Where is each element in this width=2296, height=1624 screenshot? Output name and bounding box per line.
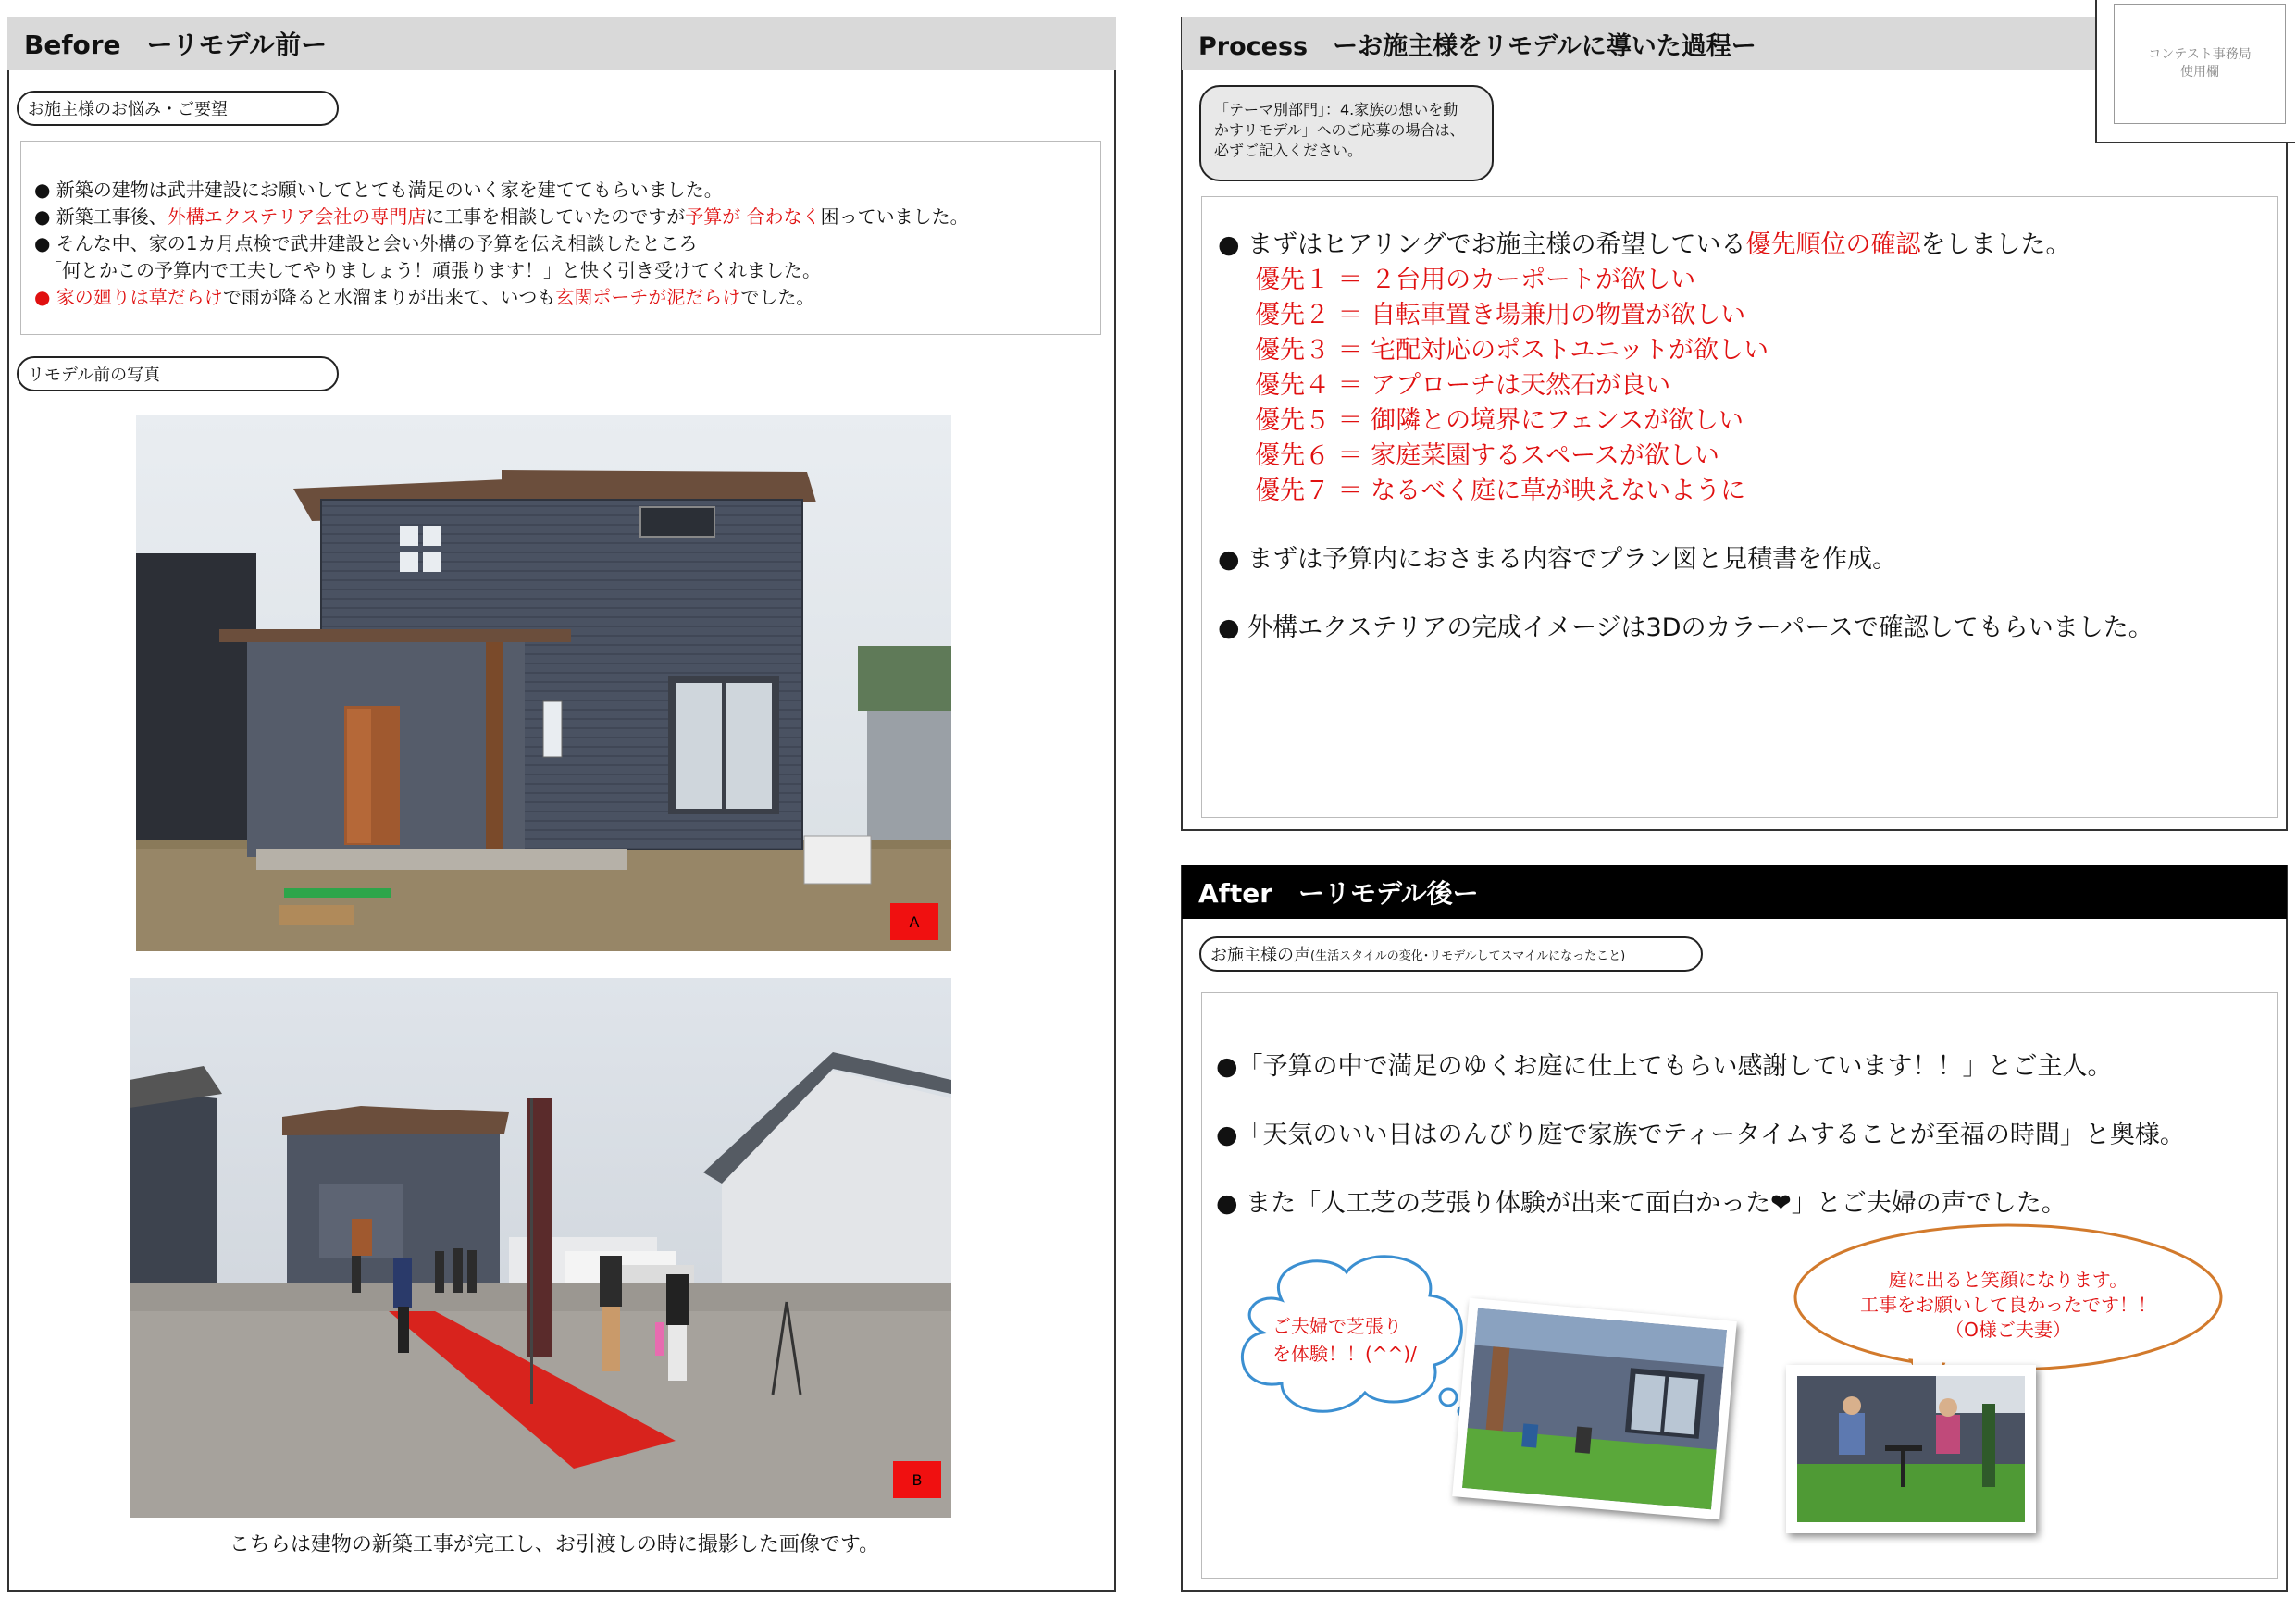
concern-line — [34, 177, 1100, 204]
voice-quotes — [1216, 1049, 2185, 1221]
concern-text-segment: 玄関ポーチが泥だらけ — [555, 286, 741, 308]
process-intro-segment: をしました。 — [1920, 230, 2071, 259]
photo-label: リモデル前の写真 — [17, 356, 339, 391]
concern-text-segment: 外構エクステリア会社の専門店 — [167, 205, 427, 228]
after-header: After ーリモデル後ー — [1182, 865, 2287, 919]
cloud-text-line-1: ご夫婦で芝張り — [1272, 1315, 1402, 1337]
bubble-text-line-2: 工事をお願いして良かったです！！ — [1860, 1294, 2156, 1316]
priority-item: 優先１ ＝ ２台用のカーポートが欲しい — [1255, 266, 1696, 294]
priority-list — [1218, 263, 2273, 509]
bubble-text-line-3: （O様ご夫妻） — [1945, 1319, 2071, 1341]
concern-text-segment: ● そんな中、家の1カ月点検で武井建設と会い外構の予算を伝え相談したところ — [34, 232, 698, 254]
voice-label — [1199, 936, 1703, 972]
concern-text-segment: でした。 — [740, 286, 815, 308]
priority-item: 優先３ ＝ 宅配対応のポストユニットが欲しい — [1255, 336, 1769, 365]
concern-text-segment: 予算が 合わなく — [685, 205, 821, 228]
concern-text-segment: ● 新築工事後、 — [34, 205, 168, 228]
before-photo-a — [136, 415, 951, 951]
priority-item: 優先７ ＝ なるべく庭に草が映えないように — [1255, 477, 1746, 505]
concern-text-segment: で雨が降ると水溜まりが出来て、いつも — [222, 286, 556, 308]
quote-couple: ● また「人工芝の芝張り体験が出来て面白かった❤」とご夫婦の声でした。 — [1216, 1189, 2066, 1218]
office-box-line-1: コンテスト事務局 — [2148, 47, 2252, 62]
process-plan-line: ● まずは予算内におさまる内容でプラン図と見積書を作成。 — [1218, 545, 1898, 574]
concern-text-segment: ● — [34, 286, 56, 308]
office-box-line-2: 使用欄 — [2180, 65, 2219, 80]
concern-line — [34, 204, 1100, 230]
concern-box — [20, 141, 1101, 335]
garden-tea-image — [1797, 1376, 2025, 1522]
process-content — [1218, 228, 2273, 646]
photo-caption: こちらは建物の新築工事が完工し、お引渡しの時に撮影した画像です。 — [229, 1533, 880, 1556]
concern-text-segment: ● 新築の建物は武井建設にお願いしてとても満足のいく家を建ててもらいました。 — [34, 179, 723, 201]
bubble-text — [1818, 1268, 2198, 1343]
concern-text-segment: に工事を相談していたのですが — [426, 205, 686, 228]
process-header-text: Process ーお施主様をリモデルに導いた過程ー — [1198, 31, 1756, 61]
house-front-image — [136, 415, 951, 951]
theme-note-line-2: かすリモデル」へのご応募の場合は、 — [1214, 121, 1465, 139]
priority-item: 優先２ ＝ 自転車置き場兼用の物置が欲しい — [1255, 301, 1746, 329]
concern-label: お施主様のお悩み・ご要望 — [17, 91, 339, 126]
process-intro-segment: 優先順位の確認 — [1745, 230, 1921, 259]
photo-a-tag: A — [890, 903, 938, 940]
cloud-text-line-2: を体験！！(^^)/ — [1272, 1343, 1417, 1365]
voice-label-sub: (生活スタイルの変化･リモデルしてスマイルになったこと) — [1310, 948, 1626, 963]
process-intro — [1218, 228, 2273, 263]
after-photo-garden — [1786, 1365, 2036, 1533]
before-photo-b — [130, 978, 951, 1518]
concern-lines — [34, 177, 1100, 311]
theme-note-line-1: 「テーマ別部門」：4.家族の想いを動 — [1214, 101, 1458, 118]
handover-ceremony-image — [130, 978, 951, 1518]
concern-text-segment: 「何とかこの予算内で工夫してやりましょう！頑張ります！」と快く引き受けてくれました。 — [34, 259, 821, 281]
after-photo-turf — [1452, 1298, 1737, 1519]
office-box — [2114, 4, 2286, 124]
priority-item: 優先６ ＝ 家庭菜園するスペースが欲しい — [1255, 441, 1719, 470]
process-3d-line: ● 外構エクステリアの完成イメージは3Dのカラーパースで確認してもらいました。 — [1218, 614, 2153, 642]
voice-label-text: お施主様の声 — [1210, 946, 1310, 965]
priority-item: 優先５ ＝ 御隣との境界にフェンスが欲しい — [1255, 406, 1744, 435]
turf-laying-image — [1462, 1308, 1727, 1510]
concern-line — [34, 284, 1100, 311]
bubble-text-line-1: 庭に出ると笑顔になります。 — [1888, 1269, 2128, 1291]
theme-note-line-3: 必ずご記入ください。 — [1214, 142, 1363, 159]
concern-line — [34, 257, 1100, 284]
theme-note — [1199, 85, 1494, 181]
process-header — [1182, 17, 2095, 70]
quote-wife: ●「天気のいい日はのんびり庭で家族でティータイムすることが至福の時間」と奥様。 — [1216, 1121, 2185, 1149]
quote-husband: ●「予算の中で満足のゆくお庭に仕上てもらい感謝しています！！」とご主人。 — [1216, 1052, 2113, 1081]
concern-line — [34, 230, 1100, 257]
before-header: Before ーリモデル前ー — [7, 17, 1116, 70]
process-intro-segment: ● まずはヒアリングでお施主様の希望している — [1218, 230, 1746, 259]
concern-text-segment: 困っていました。 — [820, 205, 969, 228]
concern-text-segment: 家の廻りは草だらけ — [56, 286, 223, 308]
cloud-text — [1272, 1312, 1417, 1368]
priority-item: 優先４ ＝ アプローチは天然石が良い — [1255, 371, 1671, 400]
photo-b-tag: B — [893, 1461, 941, 1498]
